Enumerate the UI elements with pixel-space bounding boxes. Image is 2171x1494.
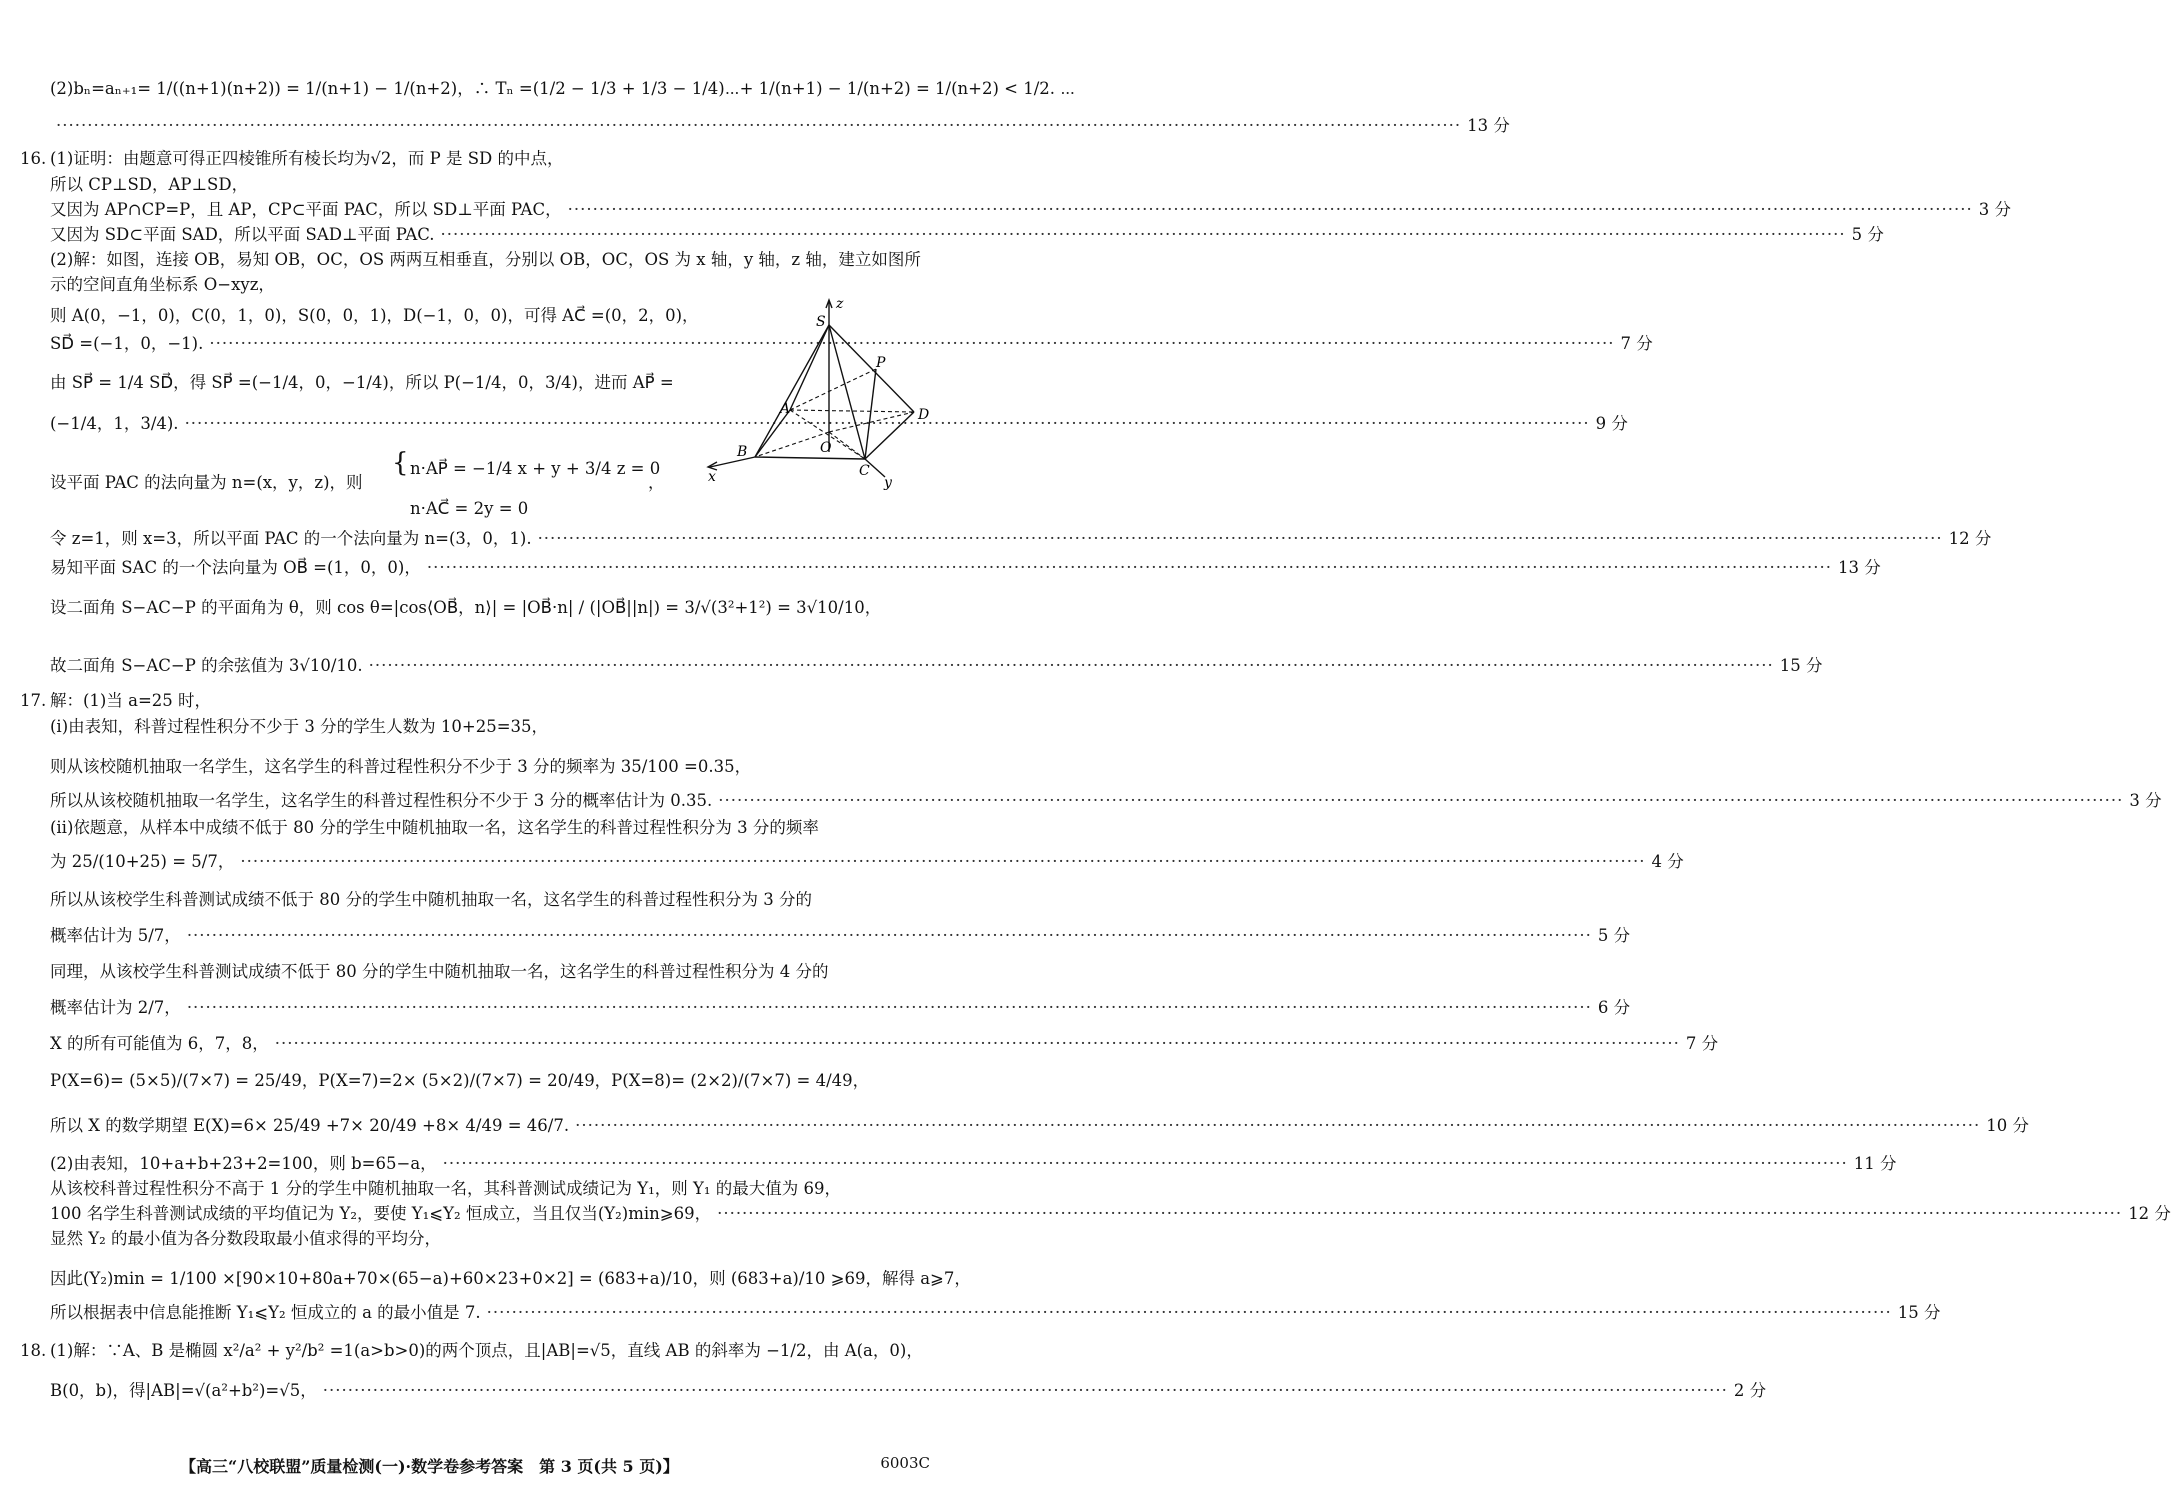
label-x: x: [708, 469, 716, 485]
leader-dots: [240, 851, 1645, 873]
leader-dots: [187, 997, 1592, 1019]
q17-score-row: [50, 1302, 1941, 1324]
system-brace: {: [392, 448, 409, 478]
q17-score-row: [50, 997, 1631, 1019]
q17-line: 同理，从该校学生科普测试成绩不低于 80 分的学生中随机抽取一名，这名学生的科普过程性积分为 4 分的: [50, 962, 829, 981]
leader-dots: [441, 224, 1846, 246]
q17-line: (ⅱ)依题意，从样本中成绩不低于 80 分的学生中随机抽取一名，这名学生的科普过程性积分为 3 分的频率: [50, 818, 819, 837]
label-z: z: [836, 296, 844, 312]
dashed-OB: [755, 432, 829, 457]
edge-CD: [865, 412, 914, 459]
label-O: O: [820, 440, 832, 456]
edge-SD: [829, 325, 914, 412]
q17-line: 则从该校随机抽取一名学生，这名学生的科普过程性积分不少于 3 分的频率为 35/100 =0.35，: [50, 757, 752, 776]
q16-line: 又因为 SD⊂平面 SAD，所以平面 SAD⊥平面 PAC.: [50, 225, 435, 244]
q16-line: 设二面角 S−AC−P 的平面角为 θ，则 cos θ=|cos⟨OB⃗，n⟩| = |OB⃗·n| / (|OB⃗||n|) = 3/√(3²+1²) = 3√10/10，: [50, 598, 882, 617]
q16-score-row: [50, 199, 2011, 221]
q16-line: (−1/4，1，3/4).: [50, 414, 179, 433]
q17-line: 所以从该校随机抽取一名学生，这名学生的科普过程性积分不少于 3 分的概率估计为 0.35.: [50, 791, 713, 810]
leader-dots: [568, 199, 1973, 221]
q18-score-row: [50, 1380, 1767, 1402]
label-S: S: [816, 314, 826, 330]
leader-dots: [187, 925, 1592, 947]
q16-line: 所以 CP⊥SD，AP⊥SD，: [50, 175, 249, 194]
leader-dots: [717, 1203, 2122, 1225]
leader-dots: [275, 1033, 1680, 1055]
q17-score-row: [50, 925, 1631, 947]
q16-score-row: [50, 557, 1881, 579]
q17-score-row: [50, 790, 2162, 812]
pyramid-figure: [700, 292, 940, 492]
q16-line: 则 A(0，−1，0)，C(0，1，0)，S(0，0，1)，D(−1，0，0)，可得 AC⃗ =(0，2，0)，: [50, 306, 699, 325]
q16-line: 令 z=1，则 x=3，所以平面 PAC 的一个法向量为 n=(3，0，1).: [50, 529, 532, 548]
dashed-AP: [790, 369, 876, 410]
q16-score-row: [50, 655, 1823, 677]
score: 15 分: [1897, 1303, 1941, 1322]
score: 13 分: [1467, 116, 1510, 135]
q17-line: 100 名学生科普测试成绩的平均值记为 Y₂，要使 Y₁⩽Y₂ 恒成立，当且仅当(Y₂)min⩾69，: [50, 1204, 712, 1223]
q16-line: (2)解：如图，连接 OB，易知 OB，OC，OS 两两互相垂直，分别以 OB，OC，OS 为 x 轴，y 轴，z 轴，建立如图所: [50, 250, 921, 269]
q16-line: 故二面角 S−AC−P 的余弦值为 3√10/10.: [50, 656, 363, 675]
score: 5 分: [1597, 926, 1631, 945]
score: 13 分: [1837, 558, 1881, 577]
score: 2 分: [1733, 1381, 1767, 1400]
leader-dots: [718, 790, 2123, 812]
q17-line: 因此(Y₂)min = 1/100 ×[90×10+80a+70×(65−a)+60×23+0×2] = (683+a)/10，则 (683+a)/10 ⩾69，解得 a⩾7，: [50, 1269, 971, 1288]
dashed-OD: [829, 412, 914, 432]
q17-line: 解：(1)当 a=25 时，: [50, 691, 212, 710]
q16-score-row: [50, 528, 1992, 550]
q16-score-row: [50, 413, 1628, 435]
q16-score-row: [50, 224, 1884, 246]
q17-score-row: [50, 1203, 2171, 1225]
q17-line: 所以 X 的数学期望 E(X)=6× 25/49 +7× 20/49 +8× 4/49 = 46/7.: [50, 1116, 570, 1135]
score: 11 分: [1853, 1154, 1897, 1173]
label-y: y: [884, 475, 892, 491]
label-P: P: [876, 355, 886, 371]
q17-line: (2)由表知，10+a+b+23+2=100，则 b=65−a，: [50, 1154, 437, 1173]
q17-line: 从该校科普过程性积分不高于 1 分的学生中随机抽取一名，其科普测试成绩记为 Y₁，则 Y₁ 的最大值为 69，: [50, 1179, 841, 1198]
score: 7 分: [1620, 334, 1653, 353]
q17-score-row: [50, 1153, 1897, 1175]
score: 6 分: [1597, 998, 1631, 1017]
q17-line: 概率估计为 2/7，: [50, 998, 181, 1017]
dashed-OC: [829, 432, 865, 459]
edge-AB: [755, 410, 790, 457]
question-number: 17.: [20, 691, 47, 710]
label-A: A: [780, 401, 791, 417]
leader-dots: [369, 655, 1774, 677]
q16-system-eq1: n·AP⃗ = −1/4 x + y + 3/4 z = 0: [410, 459, 661, 478]
q17-line: 所以根据表中信息能推断 Y₁⩽Y₂ 恒成立的 a 的最小值是 7.: [50, 1303, 481, 1322]
score: 4 分: [1651, 852, 1684, 871]
leader-dots: [575, 1115, 1980, 1137]
score: 3 分: [1978, 200, 2011, 219]
q18-line: (1)解：∵A、B 是椭圆 x²/a² + y²/b² =1(a>b>0)的两个顶点，且|AB|=√5，直线 AB 的斜率为 −1/2，由 A(a，0)，: [50, 1341, 923, 1360]
leader-dots: [538, 528, 1943, 550]
score: 7 分: [1685, 1034, 1719, 1053]
leader-dots: [323, 1380, 1728, 1402]
edge-PC: [865, 369, 876, 459]
score: 10 分: [1986, 1116, 2029, 1135]
q17-score-row: [50, 1115, 2029, 1137]
score: 3 分: [2129, 791, 2162, 810]
q16-line: 由 SP⃗ = 1/4 SD⃗，得 SP⃗ =(−1/4，0，−1/4)，所以 P(−1/4，0，3/4)，进而 AP⃗ =: [50, 373, 674, 392]
page-footer: 【高三“八校联盟”质量检测(一)·数学卷参考答案 第 3 页(共 5 页)】: [180, 1457, 679, 1476]
q15-score-row: [50, 115, 1510, 137]
label-B: B: [737, 444, 748, 460]
q16-line: 又因为 AP∩CP=P，且 AP，CP⊂平面 PAC，所以 SD⊥平面 PAC，: [50, 200, 562, 219]
q17-line: 所以从该校学生科普测试成绩不低于 80 分的学生中随机抽取一名，这名学生的科普过程性积分为 3 分的: [50, 890, 812, 909]
q16-line: 易知平面 SAC 的一个法向量为 OB⃗ =(1，0，0)，: [50, 558, 421, 577]
q16-line: 示的空间直角坐标系 O−xyz，: [50, 275, 275, 294]
q16-punct: ，: [648, 473, 665, 492]
score: 15 分: [1779, 656, 1823, 675]
q16-line: SD⃗ =(−1，0，−1).: [50, 334, 204, 353]
q16-line: 设平面 PAC 的法向量为 n=(x，y，z)，则: [50, 473, 363, 492]
q15-part2-line: (2)bₙ=aₙ₊₁= 1/((n+1)(n+2)) = 1/(n+1) − 1/(n+2)，∴ Tₙ =(1/2 − 1/3 + 1/3 − 1/4)⋯+ 1/(n+1) − 1/(n+2) = 1/(n+2) < 1/2. ⋯: [50, 79, 1076, 98]
q17-line: 显然 Y₂ 的最小值为各分数段取最小值求得的平均分，: [50, 1229, 441, 1248]
q17-line: (ⅰ)由表知，科普过程性积分不少于 3 分的学生人数为 10+25=35，: [50, 717, 549, 736]
edge-BC: [755, 457, 865, 459]
score: 5 分: [1851, 225, 1884, 244]
q17-score-row: [50, 1033, 1719, 1055]
q17-line: P(X=6)= (5×5)/(7×7) = 25/49，P(X=7)=2× (5×2)/(7×7) = 20/49，P(X=8)= (2×2)/(7×7) = 4/49，: [50, 1071, 870, 1090]
q18-line: B(0，b)，得|AB|=√(a²+b²)=√5，: [50, 1381, 317, 1400]
leader-dots: [427, 557, 1832, 579]
edge-SA: [790, 325, 829, 410]
leader-dots: [487, 1302, 1892, 1324]
q17-line: X 的所有可能值为 6，7，8，: [50, 1034, 269, 1053]
leader-dots: [443, 1153, 1848, 1175]
label-C: C: [859, 463, 870, 479]
score: 9 分: [1595, 414, 1628, 433]
score: 12 分: [2128, 1204, 2171, 1223]
paper-code: 6003C: [880, 1454, 930, 1472]
question-number: 16.: [20, 149, 47, 168]
q17-line: 概率估计为 5/7，: [50, 926, 181, 945]
score: 12 分: [1948, 529, 1992, 548]
q17-line: 为 25/(10+25) = 5/7，: [50, 852, 235, 871]
q16-score-row: [50, 333, 1653, 355]
q17-score-row: [50, 851, 1684, 873]
leader-dots: [56, 115, 1461, 137]
q16-system-eq2: n·AC⃗ = 2y = 0: [410, 499, 529, 518]
question-number: 18.: [20, 1341, 47, 1360]
label-D: D: [918, 407, 930, 423]
edge-SB: [755, 325, 829, 457]
q16-line: (1)证明：由题意可得正四棱锥所有棱长均为√2，而 P 是 SD 的中点，: [50, 149, 564, 168]
